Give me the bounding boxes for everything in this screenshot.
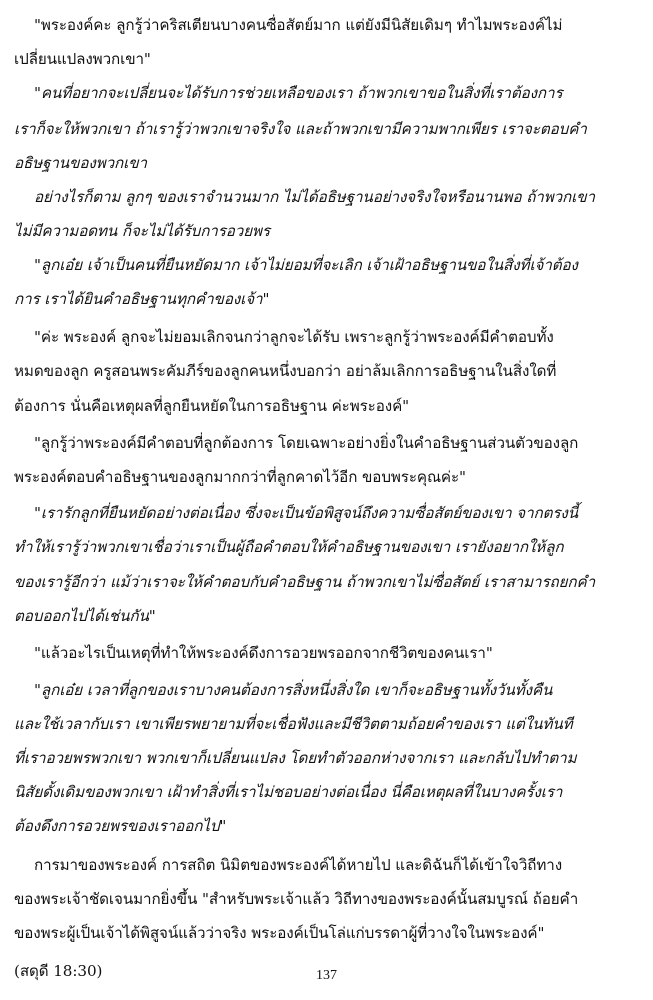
text-line: หมดของลูก ครูสอนพระคัมภีร์ของลูกคนหนึ่งบอกว่า อย่าล้มเลิกการอธิษฐานในสิ่งใดที่ [14, 362, 557, 380]
text-line: เราก็จะให้พวกเขา ถ้าเรารู้ว่าพวกเขาจริงใจ และถ้าพวกเขามีความพากเพียร เราจะตอบคำ [14, 120, 587, 138]
text-line: ทำให้เรารู้ว่าพวกเขาเชื่อว่าเราเป็นผู้ถือคำตอบให้คำอธิษฐานของเขา เรายังอยากให้ลูก [14, 538, 564, 556]
text-line: การมาของพระองค์ การสถิต นิมิตของพระองค์ได้หายไป และดิฉันก็ได้เข้าใจวิถีทาง [34, 856, 563, 874]
text-line: "ลูกเอ๋ย เวลาที่ลูกของเราบางคนต้องการสิ่งหนึ่งสิ่งใด เขาก็จะอธิษฐานทั้งวันทั้งคืน [34, 681, 553, 699]
text-line: ต้องการ นั่นคือเหตุผลที่ลูกยืนหยัดในการอธิษฐาน ค่ะพระองค์" [14, 397, 410, 415]
text-line: ของพระผู้เป็นเจ้าได้พิสูจน์แล้วว่าจริง พระองค์เป็นโล่แก่บรรดาผู้ที่วางใจในพระองค์" [14, 924, 545, 942]
text-line: "พระองค์คะ ลูกรู้ว่าคริสเตียนบางคนซื่อสัตย์มาก แต่ยังมีนิสัยเดิมๆ ทำไมพระองค์ไม่ [34, 16, 563, 34]
text-line: "ลูกเอ๋ย เจ้าเป็นคนที่ยืนหยัดมาก เจ้าไม่ยอมที่จะเลิก เจ้าเฝ้าอธิษฐานขอในสิ่งที่เจ้าต้อง [34, 256, 578, 274]
text-line: ของเรารู้อีกว่า แม้ว่าเราจะให้คำตอบกับคำอธิษฐาน ถ้าพวกเขาไม่ซื่อสัตย์ เราสามารถยกคำ [14, 573, 596, 591]
text-line: "แล้วอะไรเป็นเหตุที่ทำให้พระองค์ดึงการอวยพรออกจากชีวิตของคนเรา" [34, 644, 493, 662]
text-line: ตอบออกไปได้เช่นกัน" [14, 607, 156, 625]
text-line: "คนที่อยากจะเปลี่ยนจะได้รับการช่วยเหลือของเรา ถ้าพวกเขาขอในสิ่งที่เราต้องการ [34, 84, 563, 102]
text-line: ที่เราอวยพรพวกเขา พวกเขาก็เปลี่ยนแปลง โดยทำตัวออกห่างจากเรา และกลับไปทำตาม [14, 749, 577, 767]
text-line: ไม่มีความอดทน ก็จะไม่ได้รับการอวยพร [14, 222, 270, 240]
text-line: ของพระเจ้าชัดเจนมากยิ่งขึ้น "สำหรับพระเจ้าแล้ว วิถีทางของพระองค์นั้นสมบูรณ์ ถ้อยคำ [14, 890, 579, 908]
text-line: นิสัยดั้งเดิมของพวกเขา เฝ้าทำสิ่งที่เราไม่ชอบอย่างต่อเนื่อง นี่คือเหตุผลที่ในบางครั้งเรา [14, 783, 563, 801]
text-line: อย่างไรก็ตาม ลูกๆ ของเราจำนวนมาก ไม่ได้อธิษฐานอย่างจริงใจหรือนานพอ ถ้าพวกเขา [34, 188, 595, 206]
text-line: "ค่ะ พระองค์ ลูกจะไม่ยอมเลิกจนกว่าลูกจะได้รับ เพราะลูกรู้ว่าพระองค์มีคำตอบทั้ง [34, 328, 554, 346]
text-line: (สดุดี 18:30) [14, 962, 103, 980]
text-line: ต้องดึงการอวยพรของเราออกไป" [14, 817, 227, 835]
text-line: การ เราได้ยินคำอธิษฐานทุกคำของเจ้า" [14, 290, 270, 308]
text-line: เปลี่ยนแปลงพวกเขา" [14, 50, 151, 68]
text-line: พระองค์ตอบคำอธิษฐานของลูกมากกว่าที่ลูกคาดไว้อีก ขอบพระคุณค่ะ" [14, 468, 466, 486]
text-line: "ลูกรู้ว่าพระองค์มีคำตอบที่ลูกต้องการ โดยเฉพาะอย่างยิ่งในคำอธิษฐานส่วนตัวของลูก [34, 434, 579, 452]
page-number: 137 [316, 968, 337, 983]
text-line: "เรารักลูกที่ยืนหยัดอย่างต่อเนื่อง ซึ่งจะเป็นข้อพิสูจน์ถึงความซื่อสัตย์ของเขา จากตรงนี้ [34, 504, 579, 522]
text-line: และใช้เวลากับเรา เขาเพียรพยายามที่จะเชื่อฟังและมีชีวิตตามถ้อยคำของเรา แต่ในทันที [14, 715, 573, 733]
text-line: อธิษฐานของพวกเขา [14, 154, 147, 172]
